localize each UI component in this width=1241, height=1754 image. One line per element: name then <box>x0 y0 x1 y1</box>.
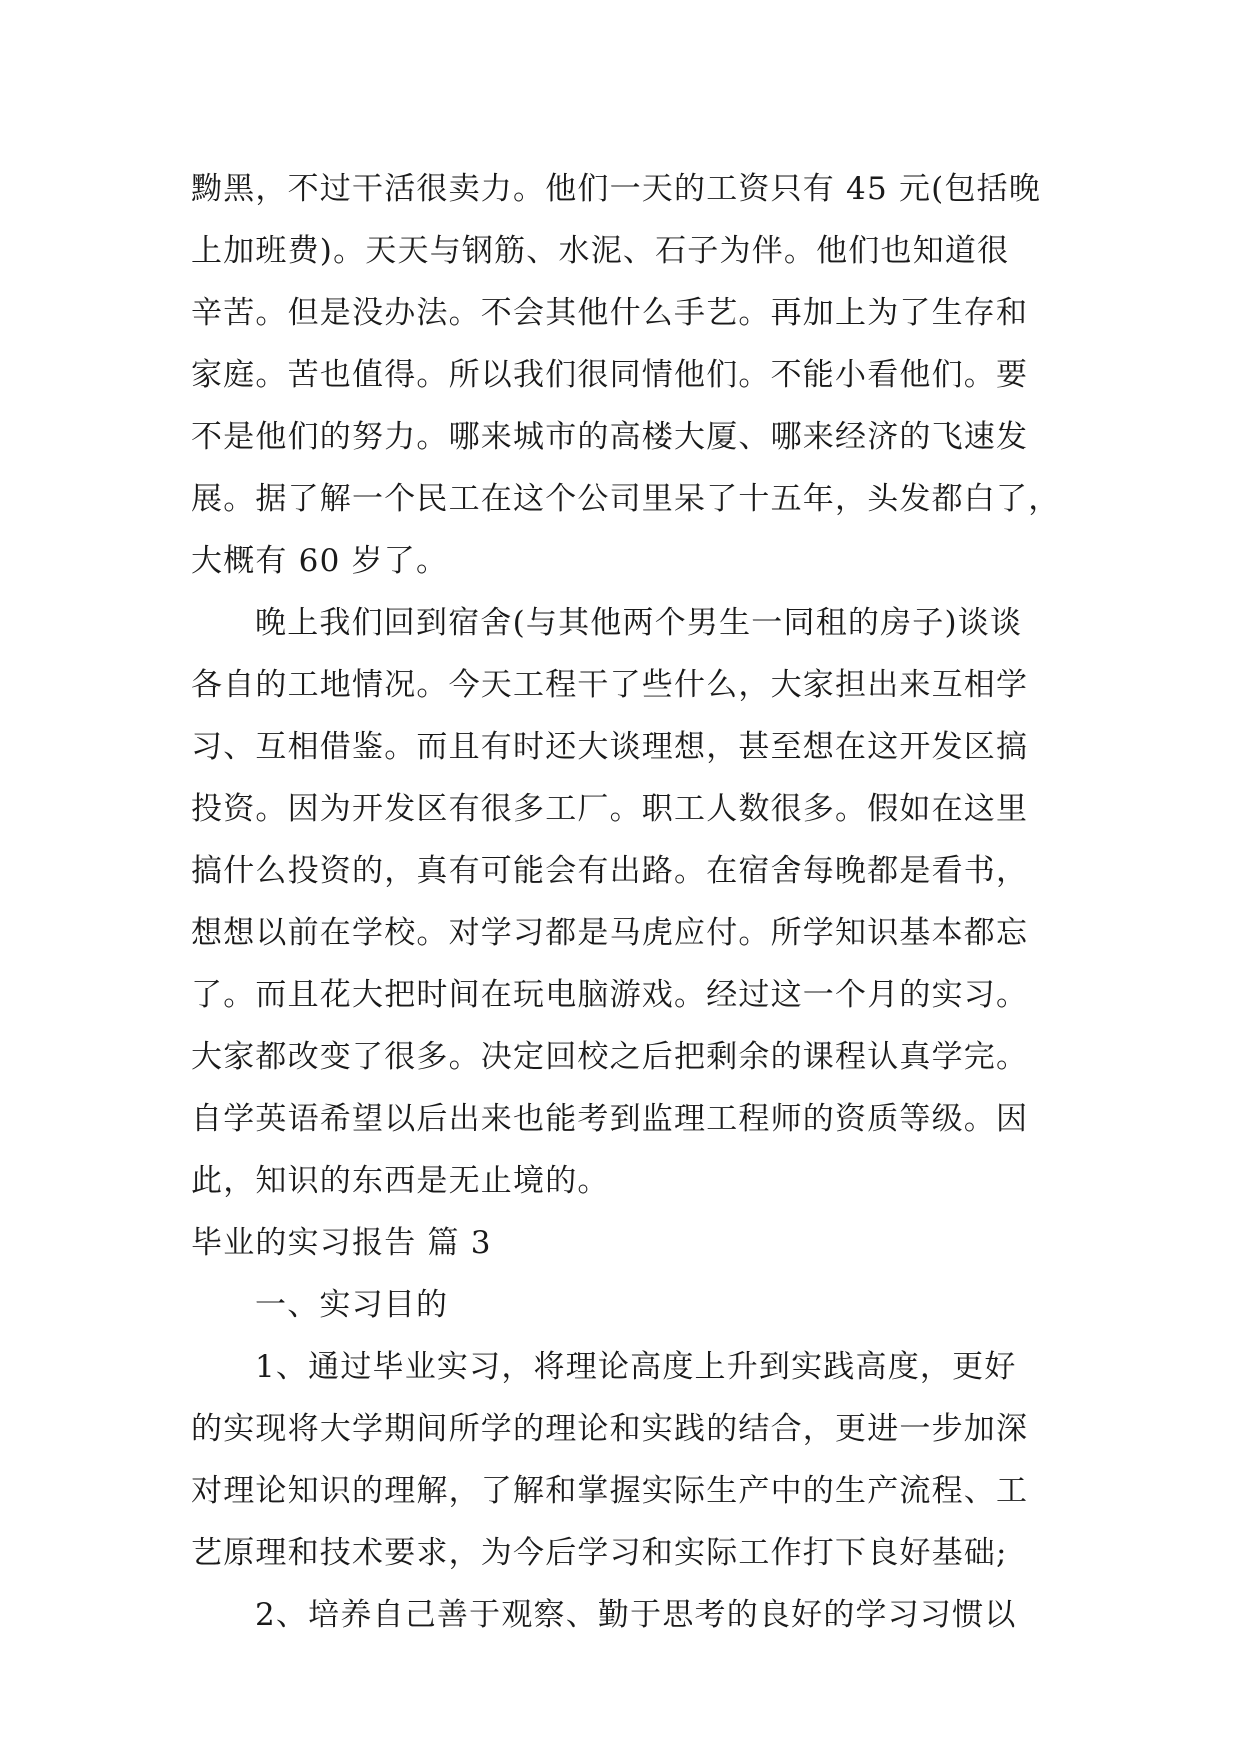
text-line: 艺原理和技术要求，为今后学习和实际工作打下良好基础; <box>191 1535 1008 1571</box>
text-line: 各自的工地情况。今天工程干了些什么，大家担出来互相学 <box>191 667 1029 703</box>
text-line: 投资。因为开发区有很多工厂。职工人数很多。假如在这里 <box>191 791 1029 827</box>
text-line: 此，知识的东西是无止境的。 <box>191 1163 610 1199</box>
section-title: 毕业的实习报告 篇 3 <box>191 1225 492 1261</box>
document-body <box>191 158 1061 1646</box>
paragraph-purpose-2 <box>191 1584 1061 1646</box>
text-line: 2、培养自己善于观察、勤于思考的良好的学习习惯以 <box>255 1597 1017 1633</box>
text-line: 了。而且花大把时间在玩电脑游戏。经过这一个月的实习。 <box>191 977 1029 1013</box>
text-line: 家庭。苦也值得。所以我们很同情他们。不能小看他们。要 <box>191 357 1029 393</box>
paragraph-dormitory <box>191 592 1061 1212</box>
text-line: 展。据了解一个民工在这个公司里呆了十五年，头发都白了， <box>191 481 1061 517</box>
text-line: 想想以前在学校。对学习都是马虎应付。所学知识基本都忘 <box>191 915 1029 951</box>
text-line: 晚上我们回到宿舍(与其他两个男生一同租的房子)谈谈 <box>255 605 1023 641</box>
text-line: 搞什么投资的，真有可能会有出路。在宿舍每晚都是看书， <box>191 853 1029 889</box>
text-line: 上加班费)。天天与钢筋、水泥、石子为伴。他们也知道很 <box>191 233 1010 269</box>
text-line: 习、互相借鉴。而且有时还大谈理想，甚至想在这开发区搞 <box>191 729 1029 765</box>
text-line: 1、通过毕业实习，将理论高度上升到实践高度，更好 <box>255 1349 1017 1385</box>
text-line: 对理论知识的理解，了解和掌握实际生产中的生产流程、工 <box>191 1473 1029 1509</box>
section-heading: 一、实习目的 <box>255 1287 449 1323</box>
text-line: 大概有 60 岁了。 <box>191 543 449 579</box>
text-line: 不是他们的努力。哪来城市的高楼大厦、哪来经济的飞速发 <box>191 419 1029 455</box>
paragraph-purpose-1 <box>191 1336 1061 1584</box>
text-line: 大家都改变了很多。决定回校之后把剩余的课程认真学完。 <box>191 1039 1029 1075</box>
text-line: 辛苦。但是没办法。不会其他什么手艺。再加上为了生存和 <box>191 295 1029 331</box>
text-line: 的实现将大学期间所学的理论和实践的结合，更进一步加深 <box>191 1411 1029 1447</box>
text-line: 自学英语希望以后出来也能考到监理工程师的资质等级。因 <box>191 1101 1029 1137</box>
paragraph-workers <box>191 158 1061 592</box>
text-line: 黝黑，不过干活很卖力。他们一天的工资只有 45 元(包括晚 <box>191 171 1042 207</box>
